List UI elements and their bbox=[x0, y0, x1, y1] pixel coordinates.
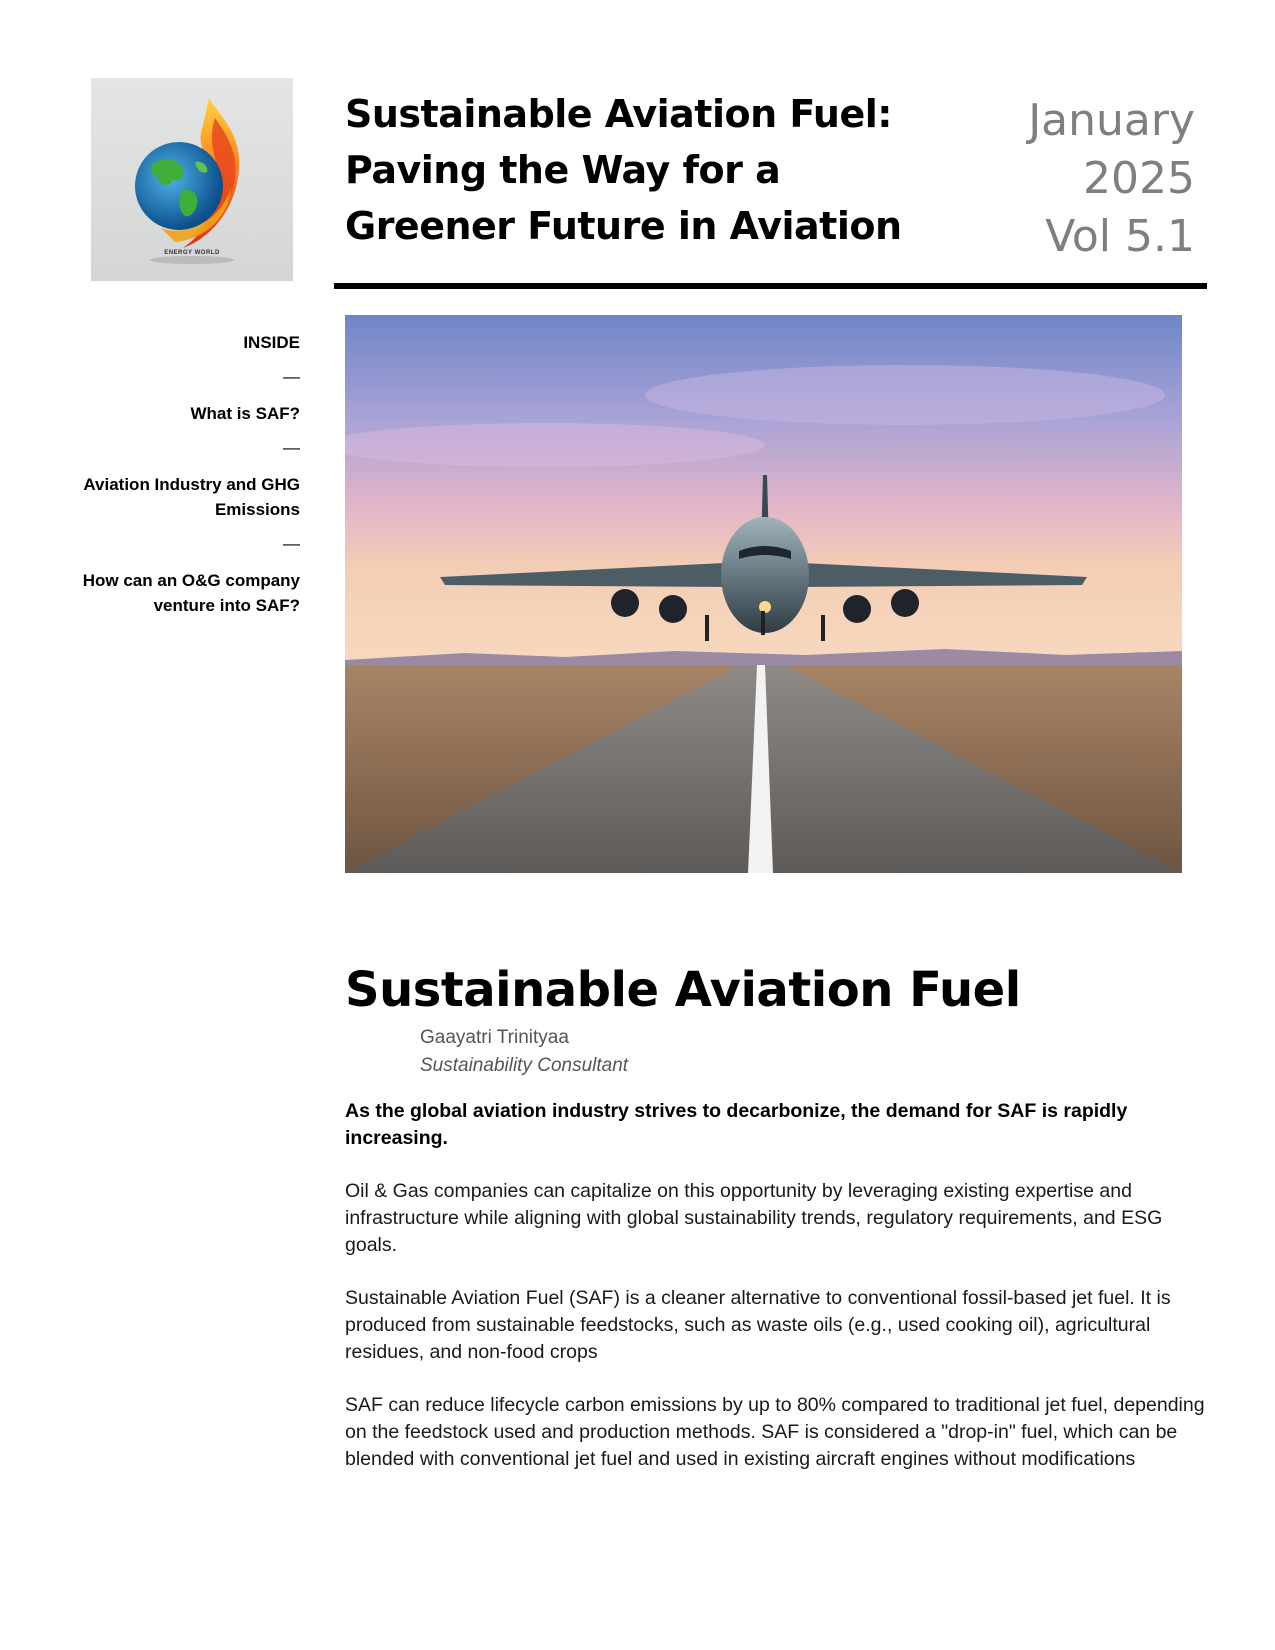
airplane-runway-image bbox=[345, 315, 1182, 873]
issue-volume: Vol 5.1 bbox=[1045, 211, 1195, 262]
sidebar-heading: INSIDE bbox=[243, 333, 300, 352]
body-paragraph: Oil & Gas companies can capitalize on this opportunity by leveraging existing expertise and infrastructure while aligning with global sustainability trends, regulatory requirements, and ESG goals. bbox=[345, 1180, 1163, 1256]
body-paragraph: SAF can reduce lifecycle carbon emissions by up to 80% compared to traditional jet fuel, depending on the feedstock used and production methods. SAF is considered a "drop-in" fuel, which can be blended with conventional jet fuel and used in existing aircraft engines without modifications bbox=[345, 1394, 1205, 1470]
hero-image bbox=[345, 315, 1182, 873]
sidebar-item-what-is-saf[interactable]: What is SAF? bbox=[190, 404, 300, 423]
author-byline bbox=[420, 1024, 628, 1080]
author-name: Gaayatri Trinityaa bbox=[420, 1027, 569, 1048]
header-divider bbox=[334, 283, 1207, 289]
sidebar-separator: — bbox=[283, 438, 300, 457]
newsletter-title: Sustainable Aviation Fuel: Paving the Way for a Greener Future in Aviation bbox=[345, 92, 902, 248]
author-role: Sustainability Consultant bbox=[420, 1055, 629, 1076]
issue-year: 2025 bbox=[1083, 153, 1195, 204]
inside-sidebar bbox=[80, 330, 300, 618]
issue-month: January bbox=[1028, 95, 1195, 146]
article-title: Sustainable Aviation Fuel bbox=[345, 962, 1021, 1018]
sidebar-separator: — bbox=[283, 534, 300, 553]
sidebar-item-ghg-emissions[interactable]: Aviation Industry and GHG Emissions bbox=[83, 475, 300, 519]
article-body bbox=[345, 1098, 1205, 1499]
lead-paragraph: As the global aviation industry strives to decarbonize, the demand for SAF is rapidly increasing. bbox=[345, 1100, 1128, 1149]
issue-info bbox=[935, 92, 1195, 266]
logo-text: ENERGY WORLD bbox=[164, 250, 220, 256]
sidebar-separator: — bbox=[283, 367, 300, 386]
energy-world-logo bbox=[91, 78, 293, 281]
sidebar-item-og-venture[interactable]: How can an O&G company venture into SAF? bbox=[82, 571, 300, 615]
body-paragraph: Sustainable Aviation Fuel (SAF) is a cleaner alternative to conventional fossil-based jet fuel. It is produced from sustainable feedstocks, such as waste oils (e.g., used cooking oil), agricultural residues, and non-food crops bbox=[345, 1287, 1171, 1363]
